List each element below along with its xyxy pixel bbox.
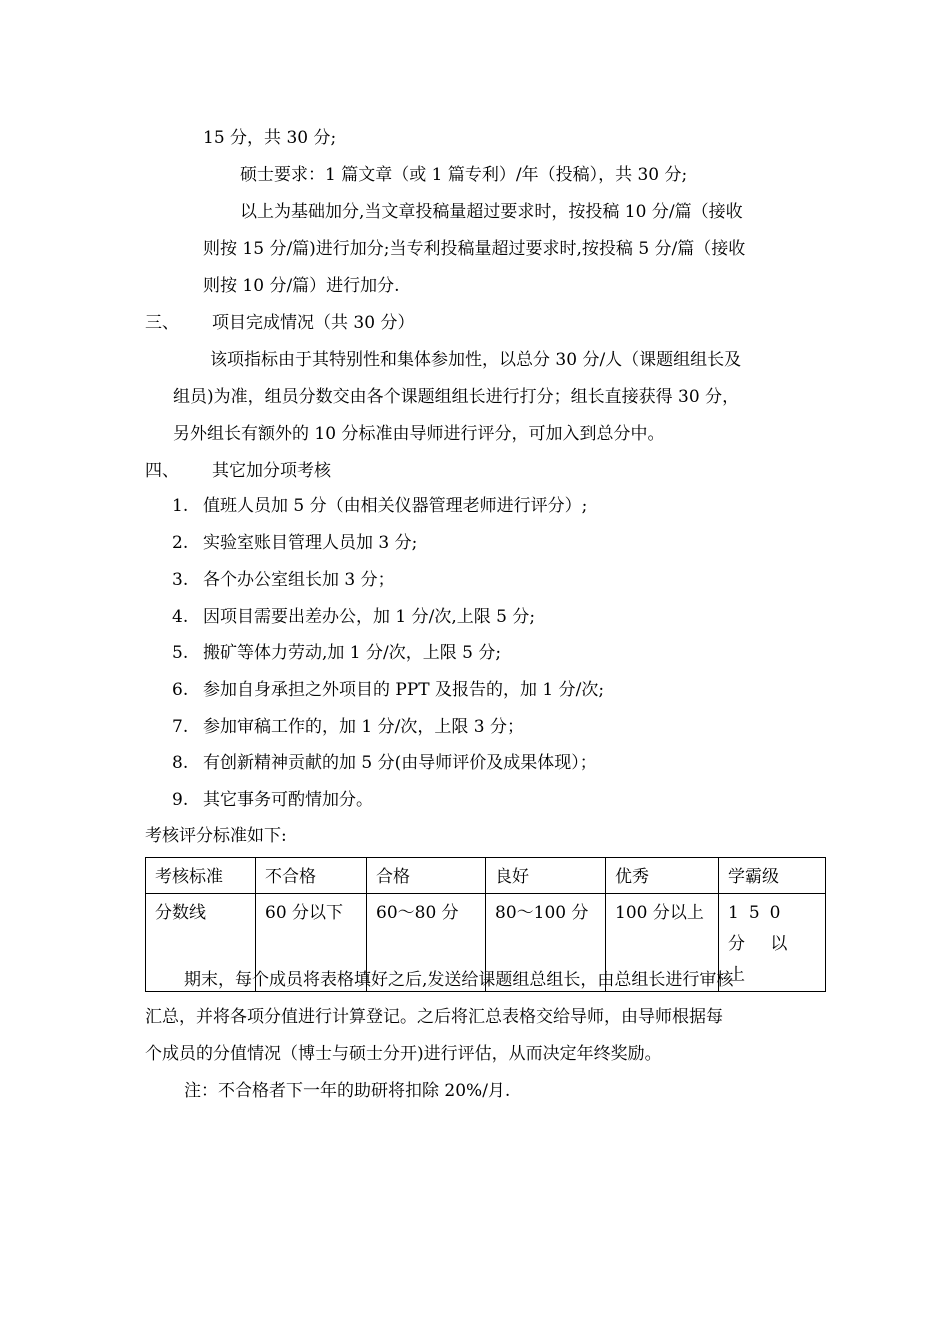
list-number: 3. bbox=[172, 570, 189, 590]
text-line: 以上为基础加分,当文章投稿量超过要求时，按投稿 10 分/篇（接收 bbox=[240, 202, 743, 222]
list-text: 各个办公室组长加 3 分； bbox=[203, 570, 395, 590]
text-line: 则按 15 分/篇)进行加分;当专利投稿量超过要求时,按投稿 5 分/篇（接收 bbox=[203, 239, 746, 259]
table-cell: 60～80 分 bbox=[367, 894, 486, 992]
list-number: 8. bbox=[172, 753, 189, 773]
table-cell-line: 150 分 以 bbox=[728, 903, 798, 954]
table-header-cell: 优秀 bbox=[606, 858, 719, 894]
list-text: 因项目需要出差办公，加 1 分/次,上限 5 分; bbox=[203, 607, 536, 627]
list-text: 参加审稿工作的，加 1 分/次，上限 3 分； bbox=[203, 717, 524, 737]
list-text: 搬矿等体力劳动,加 1 分/次，上限 5 分; bbox=[203, 643, 502, 663]
list-number: 2. bbox=[172, 533, 189, 553]
paragraph-line: 汇总，并将各项分值进行计算登记。之后将汇总表格交给导师，由导师根据每 bbox=[145, 1007, 723, 1027]
table-header-cell: 考核标准 bbox=[146, 858, 256, 894]
list-text: 有创新精神贡献的加 5 分(由导师评价及成果体现）； bbox=[203, 753, 597, 773]
table-header-cell: 不合格 bbox=[256, 858, 367, 894]
paragraph-line: 期末，每个成员将表格填好之后,发送给课题组总组长，由总组长进行审核 bbox=[184, 970, 734, 990]
paragraph-line: 个成员的分值情况（博士与硕士分开)进行评估，从而决定年终奖励。 bbox=[145, 1044, 662, 1064]
list-text: 实验室账目管理人员加 3 分; bbox=[203, 533, 418, 553]
table-cell bbox=[719, 894, 826, 992]
list-number: 7. bbox=[172, 717, 189, 737]
list-number: 9. bbox=[172, 790, 189, 810]
section-number: 三、 bbox=[145, 313, 179, 333]
table-header-cell: 合格 bbox=[367, 858, 486, 894]
list-number: 1. bbox=[172, 496, 189, 516]
list-text: 值班人员加 5 分（由相关仪器管理老师进行评分）; bbox=[203, 496, 588, 516]
table-cell: 100 分以上 bbox=[606, 894, 719, 992]
table-header-row bbox=[146, 858, 826, 894]
list-number: 5. bbox=[172, 643, 189, 663]
paragraph-line: 该项指标由于其特别性和集体参加性，以总分 30 分/人（课题组组长及 bbox=[210, 350, 742, 370]
paragraph-line: 组员)为准，组员分数交由各个课题组组长进行打分；组长直接获得 30 分， bbox=[173, 387, 740, 407]
paragraph-line: 另外组长有额外的 10 分标准由导师进行评分，可加入到总分中。 bbox=[173, 424, 665, 444]
text-line: 硕士要求：1 篇文章（或 1 篇专利）/年（投稿），共 30 分; bbox=[240, 165, 688, 185]
text-line: 15 分，共 30 分; bbox=[203, 128, 337, 148]
table-cell-line: 上 bbox=[728, 965, 745, 985]
section-title: 项目完成情况（共 30 分） bbox=[212, 313, 415, 333]
table-cell: 80～100 分 bbox=[486, 894, 606, 992]
table-header-cell: 良好 bbox=[486, 858, 606, 894]
table-header-cell: 学霸级 bbox=[719, 858, 826, 894]
text-line: 则按 10 分/篇）进行加分. bbox=[203, 276, 400, 296]
criteria-intro: 考核评分标准如下: bbox=[145, 826, 287, 846]
list-text: 其它事务可酌情加分。 bbox=[203, 790, 373, 810]
section-title: 其它加分项考核 bbox=[212, 461, 331, 481]
section-number: 四、 bbox=[145, 461, 179, 481]
list-number: 4. bbox=[172, 607, 189, 627]
list-number: 6. bbox=[172, 680, 189, 700]
list-text: 参加自身承担之外项目的 PPT 及报告的，加 1 分/次; bbox=[203, 680, 605, 700]
note-line: 注：不合格者下一年的助研将扣除 20%/月. bbox=[184, 1081, 511, 1101]
table-cell: 60 分以下 bbox=[256, 894, 367, 992]
table-cell: 分数线 bbox=[146, 894, 256, 992]
